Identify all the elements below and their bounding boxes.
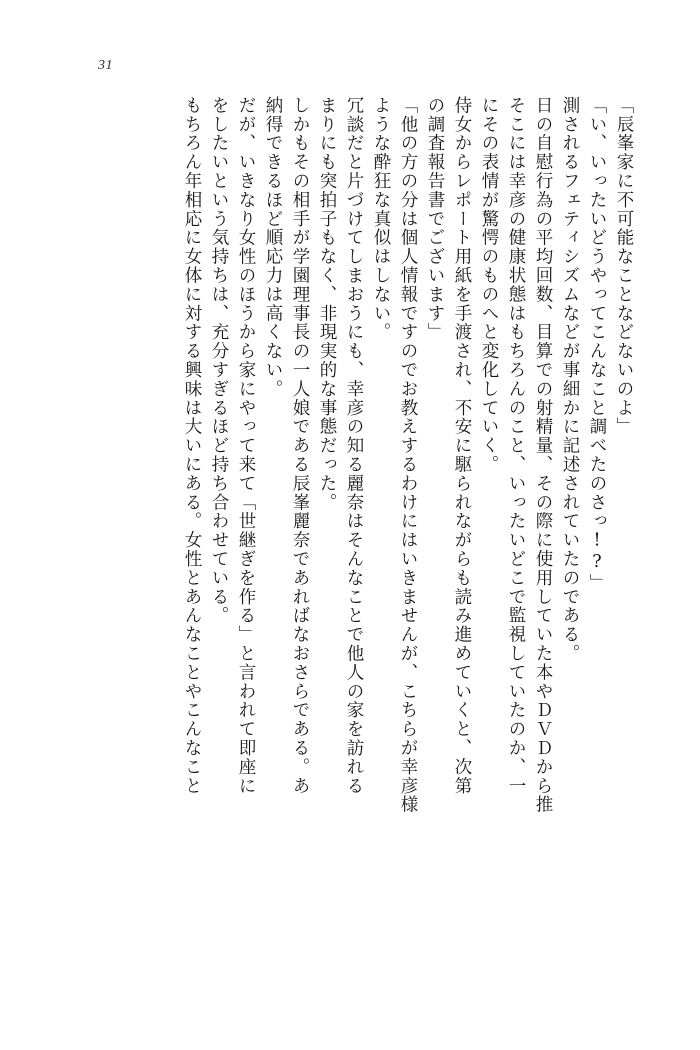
text-column: 納得できるほど順応力は高くない。 <box>263 96 283 399</box>
page-number: 31 <box>98 58 113 73</box>
text-column: にその表情が驚愕のものへと変化していく。 <box>479 96 499 474</box>
text-column: 侍女からレポート用紙を手渡され、不安に駆られながらも読み進めていくと、次第 <box>452 96 472 796</box>
text-column: まりにも突拍子もなく、非現実的な事態だった。 <box>317 96 337 512</box>
text-column: 「い、いったいどうやってこんなこと調べたのさっ!?」 <box>587 96 607 593</box>
text-column: しかもその相手が学園理事長の一人娘である辰峯麗奈であればなおさらである。あ <box>290 96 310 796</box>
text-column: ような酔狂な真似はしない。 <box>371 96 391 342</box>
vertical-text-block <box>173 96 632 896</box>
text-column: 「他の方の分は個人情報ですのでお教えするわけにはいきませんが、こちらが幸彦様 <box>398 96 418 815</box>
text-column: だが、いきなり女性のほうから家にやって来て「世継ぎを作る」と言われて即座に <box>236 96 256 796</box>
text-column: の調査報告書でございます」 <box>425 96 445 342</box>
text-column: もちろん年相応に女体に対する興味は大いにある。女性とあんなことやこんなこと <box>182 96 202 796</box>
text-column: 冗談だと片づけてしまおうにも、幸彦の知る麗奈はそんなことで他人の家を訪れる <box>344 96 364 796</box>
text-column: 「辰峯家に不可能なことなどないのよ」 <box>614 96 634 437</box>
text-column: 日の自慰行為の平均回数、目算での射精量、その際に使用していた本やＤＶＤから推 <box>533 96 553 815</box>
text-column: 測されるフェティシズムなどが事細かに記述されていたのである。 <box>560 96 580 663</box>
text-column: そこには幸彦の健康状態はもちろんのこと、いったいどこで監視していたのか、一 <box>506 96 526 796</box>
text-column: をしたいという気持ちは、充分すぎるほど持ち合わせている。 <box>209 96 229 626</box>
